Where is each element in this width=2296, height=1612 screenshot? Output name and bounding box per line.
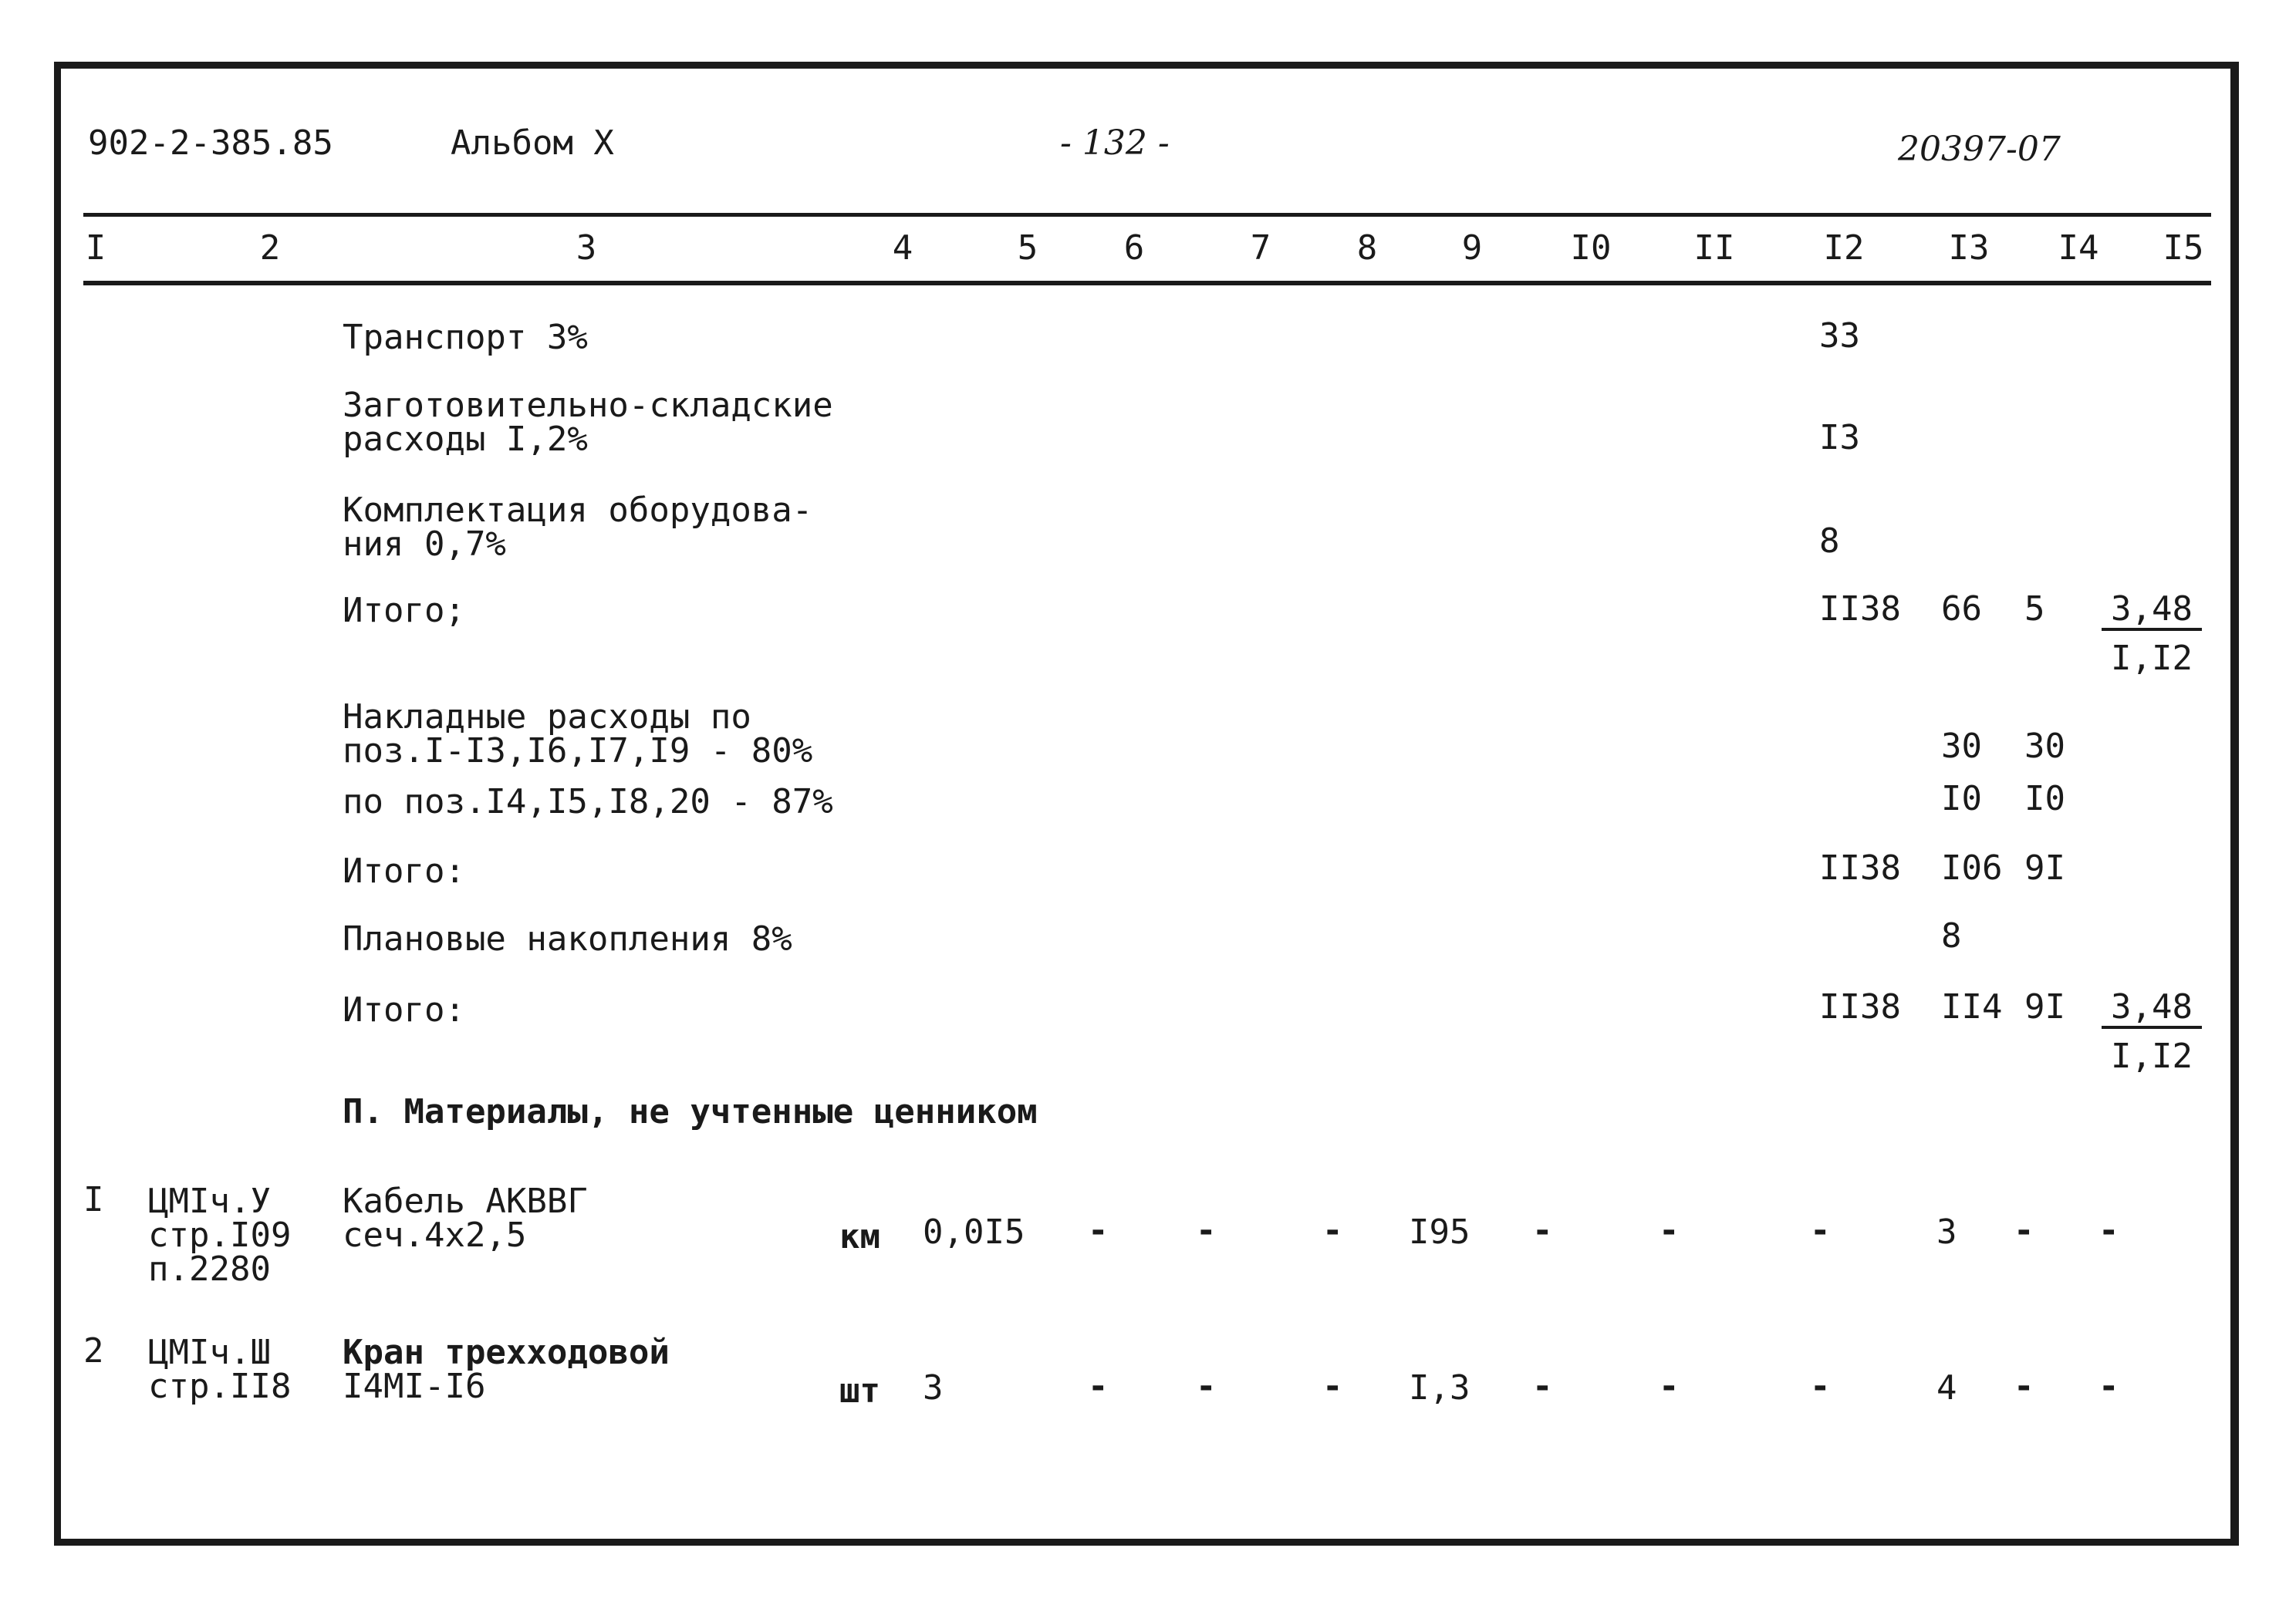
item-2-c12: -	[1810, 1367, 1831, 1406]
item-1-c7: -	[1196, 1211, 1217, 1250]
item-1-name-2: сеч.4х2,5	[343, 1216, 527, 1255]
album-label: Альбом X	[451, 123, 614, 163]
item-2-c10: -	[1532, 1367, 1553, 1406]
item-2-c15: -	[2098, 1367, 2119, 1406]
row-savings-c13: 8	[1941, 916, 1962, 956]
col-num-7: 7	[1250, 228, 1271, 268]
item-2-c11: -	[1659, 1367, 1680, 1406]
row-total2-c14: 9I	[2024, 848, 2065, 888]
item-1-c8: -	[1322, 1211, 1343, 1250]
item-2-c8: -	[1322, 1367, 1343, 1406]
col-num-4: 4	[892, 228, 913, 268]
row-total1-label: Итого;	[343, 591, 465, 630]
row-total1-c15-fraction	[2102, 589, 2202, 678]
row-total1-c13: 66	[1941, 589, 1982, 629]
section-title: П. Материалы, не учтенные ценником	[343, 1092, 1038, 1131]
column-rule	[83, 281, 2211, 285]
doc-code: 902-2-385.85	[88, 123, 333, 163]
row-overhead2-c14: I0	[2024, 779, 2065, 818]
item-1-ref-1: ЦМIч.У	[148, 1182, 271, 1221]
item-2-c13: 4	[1936, 1368, 1957, 1408]
row-equip-c12: 8	[1819, 521, 1840, 561]
item-1-c14: -	[2014, 1211, 2034, 1250]
item-2-ref-2: стр.II8	[148, 1367, 292, 1406]
row-total1-c12: II38	[1819, 589, 1901, 629]
item-2-c9: I,3	[1409, 1368, 1470, 1408]
col-num-8: 8	[1356, 228, 1378, 268]
row-total2-c12: II38	[1819, 848, 1901, 888]
header-rule	[83, 213, 2211, 217]
item-1-number: I	[83, 1180, 104, 1219]
col-num-5: 5	[1017, 228, 1038, 268]
row-transport-c12: 33	[1819, 316, 1860, 356]
col-num-3: 3	[576, 228, 597, 268]
col-num-2: 2	[259, 228, 281, 268]
item-1-c13: 3	[1936, 1212, 1957, 1252]
col-num-1: I	[85, 228, 106, 268]
row-total3-c12: II38	[1819, 987, 1901, 1027]
row-total3-label: Итого:	[343, 990, 465, 1030]
row-equip-label-1: Комплектация оборудова-	[343, 491, 813, 530]
item-1-c6: -	[1088, 1211, 1109, 1250]
row-total3-c15-fraction	[2102, 987, 2202, 1076]
inventory-number: 20397-07	[1898, 130, 2061, 169]
col-num-13: I3	[1948, 228, 1990, 268]
fraction-denominator: I,I2	[2111, 1037, 2193, 1076]
row-storage-c12: I3	[1819, 418, 1860, 457]
fraction-denominator: I,I2	[2111, 639, 2193, 678]
item-2-c14: -	[2014, 1367, 2034, 1406]
item-2-c6: -	[1088, 1367, 1109, 1406]
row-equip-label-2: ния 0,7%	[343, 524, 506, 564]
fraction-numerator: 3,48	[2102, 592, 2202, 631]
row-total2-c13: I06	[1941, 848, 2003, 888]
item-1-c15: -	[2098, 1211, 2119, 1250]
item-1-qty: 0,0I5	[923, 1212, 1025, 1252]
col-num-6: 6	[1123, 228, 1145, 268]
fraction-numerator: 3,48	[2102, 990, 2202, 1029]
item-1-unit: км	[839, 1217, 880, 1256]
item-2-number: 2	[83, 1331, 104, 1371]
item-2-ref-1: ЦМIч.Ш	[148, 1333, 271, 1372]
row-total3-c14: 9I	[2024, 987, 2065, 1027]
row-overhead-c14: 30	[2024, 727, 2065, 766]
row-overhead-label-1: Накладные расходы по	[343, 697, 751, 737]
row-transport-label: Транспорт 3%	[343, 318, 588, 357]
item-1-name-1: Кабель АКВВГ	[343, 1182, 588, 1221]
col-num-14: I4	[2058, 228, 2099, 268]
row-total3-c13: II4	[1941, 987, 2003, 1027]
row-overhead2-c13: I0	[1941, 779, 1982, 818]
col-num-12: I2	[1823, 228, 1865, 268]
row-savings-label: Плановые накопления 8%	[343, 919, 792, 959]
col-num-11: II	[1693, 228, 1735, 268]
row-overhead2-label: по поз.I4,I5,I8,20 - 87%	[343, 782, 833, 821]
row-total1-c14: 5	[2024, 589, 2045, 629]
item-1-c9: I95	[1409, 1212, 1470, 1252]
item-2-qty: 3	[923, 1368, 944, 1408]
item-1-ref-2: стр.I09	[148, 1216, 292, 1255]
row-storage-label-2: расходы I,2%	[343, 420, 588, 459]
item-1-c12: -	[1810, 1211, 1831, 1250]
item-2-name-2: I4МI-I6	[343, 1367, 486, 1406]
page-number: - 132 -	[1060, 123, 1170, 163]
col-num-9: 9	[1461, 228, 1483, 268]
row-total2-label: Итого:	[343, 852, 465, 891]
col-num-10: I0	[1570, 228, 1612, 268]
item-1-c11: -	[1659, 1211, 1680, 1250]
row-storage-label-1: Заготовительно-складские	[343, 386, 833, 425]
item-2-c7: -	[1196, 1367, 1217, 1406]
item-2-name-1: Кран трехходовой	[343, 1333, 670, 1372]
col-num-15: I5	[2163, 228, 2204, 268]
item-2-unit: шт	[839, 1371, 880, 1411]
item-1-ref-3: п.2280	[148, 1249, 271, 1289]
item-1-c10: -	[1532, 1211, 1553, 1250]
row-overhead-c13: 30	[1941, 727, 1982, 766]
row-overhead-label-2: поз.I-I3,I6,I7,I9 - 80%	[343, 731, 813, 771]
